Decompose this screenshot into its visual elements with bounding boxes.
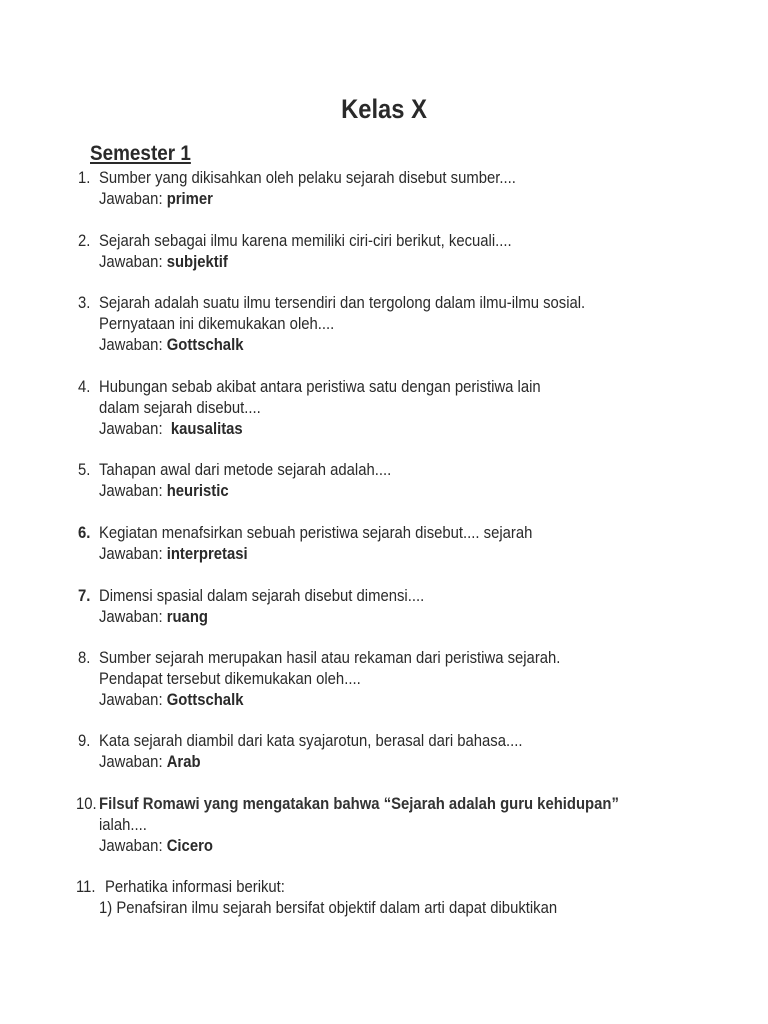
answer-line [99, 189, 213, 209]
question-text: dalam sejarah disebut.... [99, 399, 261, 417]
question-number: 2. [78, 232, 91, 250]
question-text: Filsuf Romawi yang mengatakan bahwa “Sejarah adalah guru kehidupan” [99, 795, 619, 813]
answer-value: ruang [166, 608, 208, 626]
answer-line [99, 544, 248, 564]
question-text: Sumber sejarah merupakan hasil atau rekaman dari peristiwa sejarah. [99, 649, 561, 667]
question-number: 5. [78, 461, 91, 479]
semester-heading: Semester 1 [90, 142, 191, 165]
question-text: Pernyataan ini dikemukakan oleh.... [99, 315, 335, 333]
answer-value: primer [166, 190, 213, 208]
question-text: Hubungan sebab akibat antara peristiwa satu dengan peristiwa lain [99, 378, 541, 396]
answer-value: kausalitas [170, 420, 243, 438]
answer-label: Jawaban: [99, 482, 163, 500]
answer-line [99, 481, 229, 501]
answer-value: Gottschalk [166, 336, 244, 354]
question-text: ialah.... [99, 816, 147, 834]
question-text: Kegiatan menafsirkan sebuah peristiwa sejarah disebut.... sejarah [99, 524, 533, 542]
question-text: Dimensi spasial dalam sejarah disebut dimensi.... [99, 587, 425, 605]
question-number: 4. [78, 378, 91, 396]
page-title: Kelas X [341, 94, 427, 124]
question-number: 7. [78, 587, 91, 605]
question-number: 3. [78, 294, 91, 312]
answer-label: Jawaban: [99, 336, 163, 354]
answer-value: Gottschalk [166, 691, 244, 709]
question-text: Sejarah adalah suatu ilmu tersendiri dan tergolong dalam ilmu-ilmu sosial. [99, 294, 586, 312]
question-text: Kata sejarah diambil dari kata syajarotun, berasal dari bahasa.... [99, 732, 523, 750]
answer-label: Jawaban: [99, 420, 163, 438]
question-number: 1. [78, 169, 91, 187]
question-number: 10. [76, 795, 97, 813]
question-text: Sumber yang dikisahkan oleh pelaku sejarah disebut sumber.... [99, 169, 516, 187]
answer-line [99, 690, 243, 710]
answer-line [99, 607, 208, 627]
answer-line [99, 752, 201, 772]
answer-label: Jawaban: [99, 545, 163, 563]
answer-label: Jawaban: [99, 837, 163, 855]
answer-label: Jawaban: [99, 691, 163, 709]
question-number: 9. [78, 732, 91, 750]
question-text: Pendapat tersebut dikemukakan oleh.... [99, 670, 361, 688]
answer-line [99, 335, 243, 355]
answer-value: interpretasi [166, 545, 248, 563]
question-number: 8. [78, 649, 91, 667]
answer-value: subjektif [166, 253, 228, 271]
answer-label: Jawaban: [99, 190, 163, 208]
answer-value: heuristic [166, 482, 229, 500]
question-text: Sejarah sebagai ilmu karena memiliki ciri-ciri berikut, kecuali.... [99, 232, 512, 250]
question-text: Tahapan awal dari metode sejarah adalah.... [99, 461, 392, 479]
question-text: 1) Penafsiran ilmu sejarah bersifat objektif dalam arti dapat dibuktikan [99, 899, 558, 917]
answer-label: Jawaban: [99, 253, 163, 271]
answer-label: Jawaban: [99, 753, 163, 771]
answer-label: Jawaban: [99, 608, 163, 626]
answer-line [99, 419, 243, 439]
question-number: 11. [76, 878, 96, 896]
answer-value: Cicero [166, 837, 213, 855]
question-number: 6. [78, 524, 91, 542]
answer-line [99, 252, 228, 272]
answer-value: Arab [166, 753, 201, 771]
question-text: Perhatika informasi berikut: [105, 878, 285, 896]
answer-line [99, 836, 213, 856]
